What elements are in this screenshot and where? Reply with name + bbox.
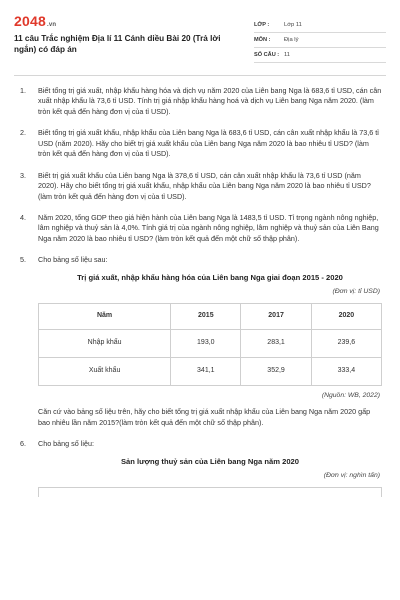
logo-text: 2048 xyxy=(14,13,46,29)
question-text: Biết trị giá xuất khẩu của Liên bang Nga là 378,6 tỉ USD, cán cân xuất nhập khẩu là 73,6 tỉ USD (năm 2020). Hãy cho biết tổng trị giá xuất khẩu, nhập khẩu của Liên bang Nga năm 2020 là bao nhiêu tỉ USD? (làm tròn kết quả đến hàng đơn vị của tỉ USD). xyxy=(38,170,371,201)
table-title: Trị giá xuất, nhập khẩu hàng hóa của Liên bang Nga giai đoạn 2015 - 2020 xyxy=(77,272,343,282)
site-logo[interactable] xyxy=(14,14,239,28)
question-number: 5. xyxy=(20,255,26,265)
question-5 xyxy=(14,255,386,428)
question-body xyxy=(38,439,386,496)
table-header-row xyxy=(39,303,382,329)
table-cell: 193,0 xyxy=(171,329,241,357)
meta-value: 11 xyxy=(284,51,291,58)
meta-row-subject xyxy=(254,33,386,48)
header-cell: 2020 xyxy=(311,303,381,329)
question-4 xyxy=(14,213,386,244)
row-label: Nhập khẩu xyxy=(39,329,171,357)
question-2 xyxy=(14,128,386,159)
question-text: Biết tổng trị giá xuất, nhập khẩu hàng hóa và dịch vụ năm 2020 của Liên bang Nga là 683,6 tỉ USD, cán cân xuất nhập khẩu là 73,6 tỉ USD. Tính trị giá nhập khẩu hàng hoá và dịch vụ Liên bang Nga năm 2020. (làm tròn kết quả đến hàng đơn vị của tỉ USD). xyxy=(38,86,382,116)
question-text: Biết tổng trị giá xuất khẩu, nhập khẩu của Liên bang Nga là 683,6 tỉ USD, cán cân xuất nhập khẩu là 73,6 tỉ USD (năm 2020). Hãy cho biết trị giá xuất khẩu của Liên bang Nga năm 2020 là bao nhiêu tỉ USD? (làm tròn kết quả đến hàng đơn vị của tỉ USD). xyxy=(38,128,379,159)
header-cell: Năm xyxy=(39,303,171,329)
meta-key: LỚP : xyxy=(254,21,270,28)
table-unit: (Đơn vị: nghìn tấn) xyxy=(323,471,380,479)
meta-row-grade xyxy=(254,18,386,33)
table-row xyxy=(39,357,382,385)
table-title: Sản lượng thuỷ sản của Liên bang Nga năm 2020 xyxy=(120,456,299,466)
table-row xyxy=(39,329,382,357)
question-intro: Cho bảng số liệu sau: xyxy=(38,255,108,265)
trade-table xyxy=(38,303,382,386)
meta-key: SỐ CÂU : xyxy=(254,51,280,58)
logo-domain: .vn xyxy=(46,22,57,28)
question-number: 4. xyxy=(20,212,26,222)
table-cell: 283,1 xyxy=(241,329,311,357)
question-body xyxy=(38,255,386,428)
meta-info xyxy=(254,18,386,63)
question-3 xyxy=(14,171,386,202)
question-1 xyxy=(14,86,386,117)
fishery-table-top xyxy=(38,487,382,497)
table-cell: 352,9 xyxy=(241,357,311,385)
document-header xyxy=(14,14,386,63)
table-cell: 333,4 xyxy=(311,357,381,385)
row-label: Xuất khẩu xyxy=(39,357,171,385)
header-left xyxy=(14,14,239,55)
document-title: 11 câu Trắc nghiệm Địa lí 11 Cánh diều Bài 20 (Trả lời ngắn) có đáp án xyxy=(14,34,221,55)
header-divider xyxy=(14,75,386,76)
question-6 xyxy=(14,439,386,496)
question-prompt: Căn cứ vào bảng số liệu trên, hãy cho biết tổng trị giá xuất nhập khẩu của Liên bang Nga năm 2020 gấp bao nhiêu lần năm 2015?(làm tròn kết quả đến một chữ số thập phân). xyxy=(38,407,371,427)
header-cell: 2015 xyxy=(171,303,241,329)
question-number: 3. xyxy=(20,170,26,180)
table-cell: 341,1 xyxy=(171,357,241,385)
question-number: 6. xyxy=(20,439,26,449)
meta-row-count xyxy=(254,48,386,63)
meta-key: MÔN : xyxy=(254,36,271,43)
question-intro: Cho bảng số liệu: xyxy=(38,439,94,449)
table-cell: 239,6 xyxy=(311,329,381,357)
meta-value: Lớp 11 xyxy=(284,21,302,28)
header-cell: 2017 xyxy=(241,303,311,329)
question-number: 1. xyxy=(20,86,26,95)
table-unit: (Đơn vị: tỉ USD) xyxy=(332,287,380,295)
question-number: 2. xyxy=(20,128,26,138)
table-source: (Nguồn: WB, 2022) xyxy=(321,391,380,399)
question-text: Năm 2020, tổng GDP theo giá hiện hành của Liên bang Nga là 1483,5 tỉ USD. Tỉ trọng ngành nông nghiệp, lâm nghiệp và thuỷ sản là 4,0%. Tính giá trị của ngành nông nghiệp, lâm nghiệp và thuỷ sản của Liên Bang Nga năm 2020 là bao nhiêu tỉ USD? (làm tròn kết quả đến một chữ số thập phân). xyxy=(38,212,379,243)
meta-value: Địa lý xyxy=(284,36,299,43)
